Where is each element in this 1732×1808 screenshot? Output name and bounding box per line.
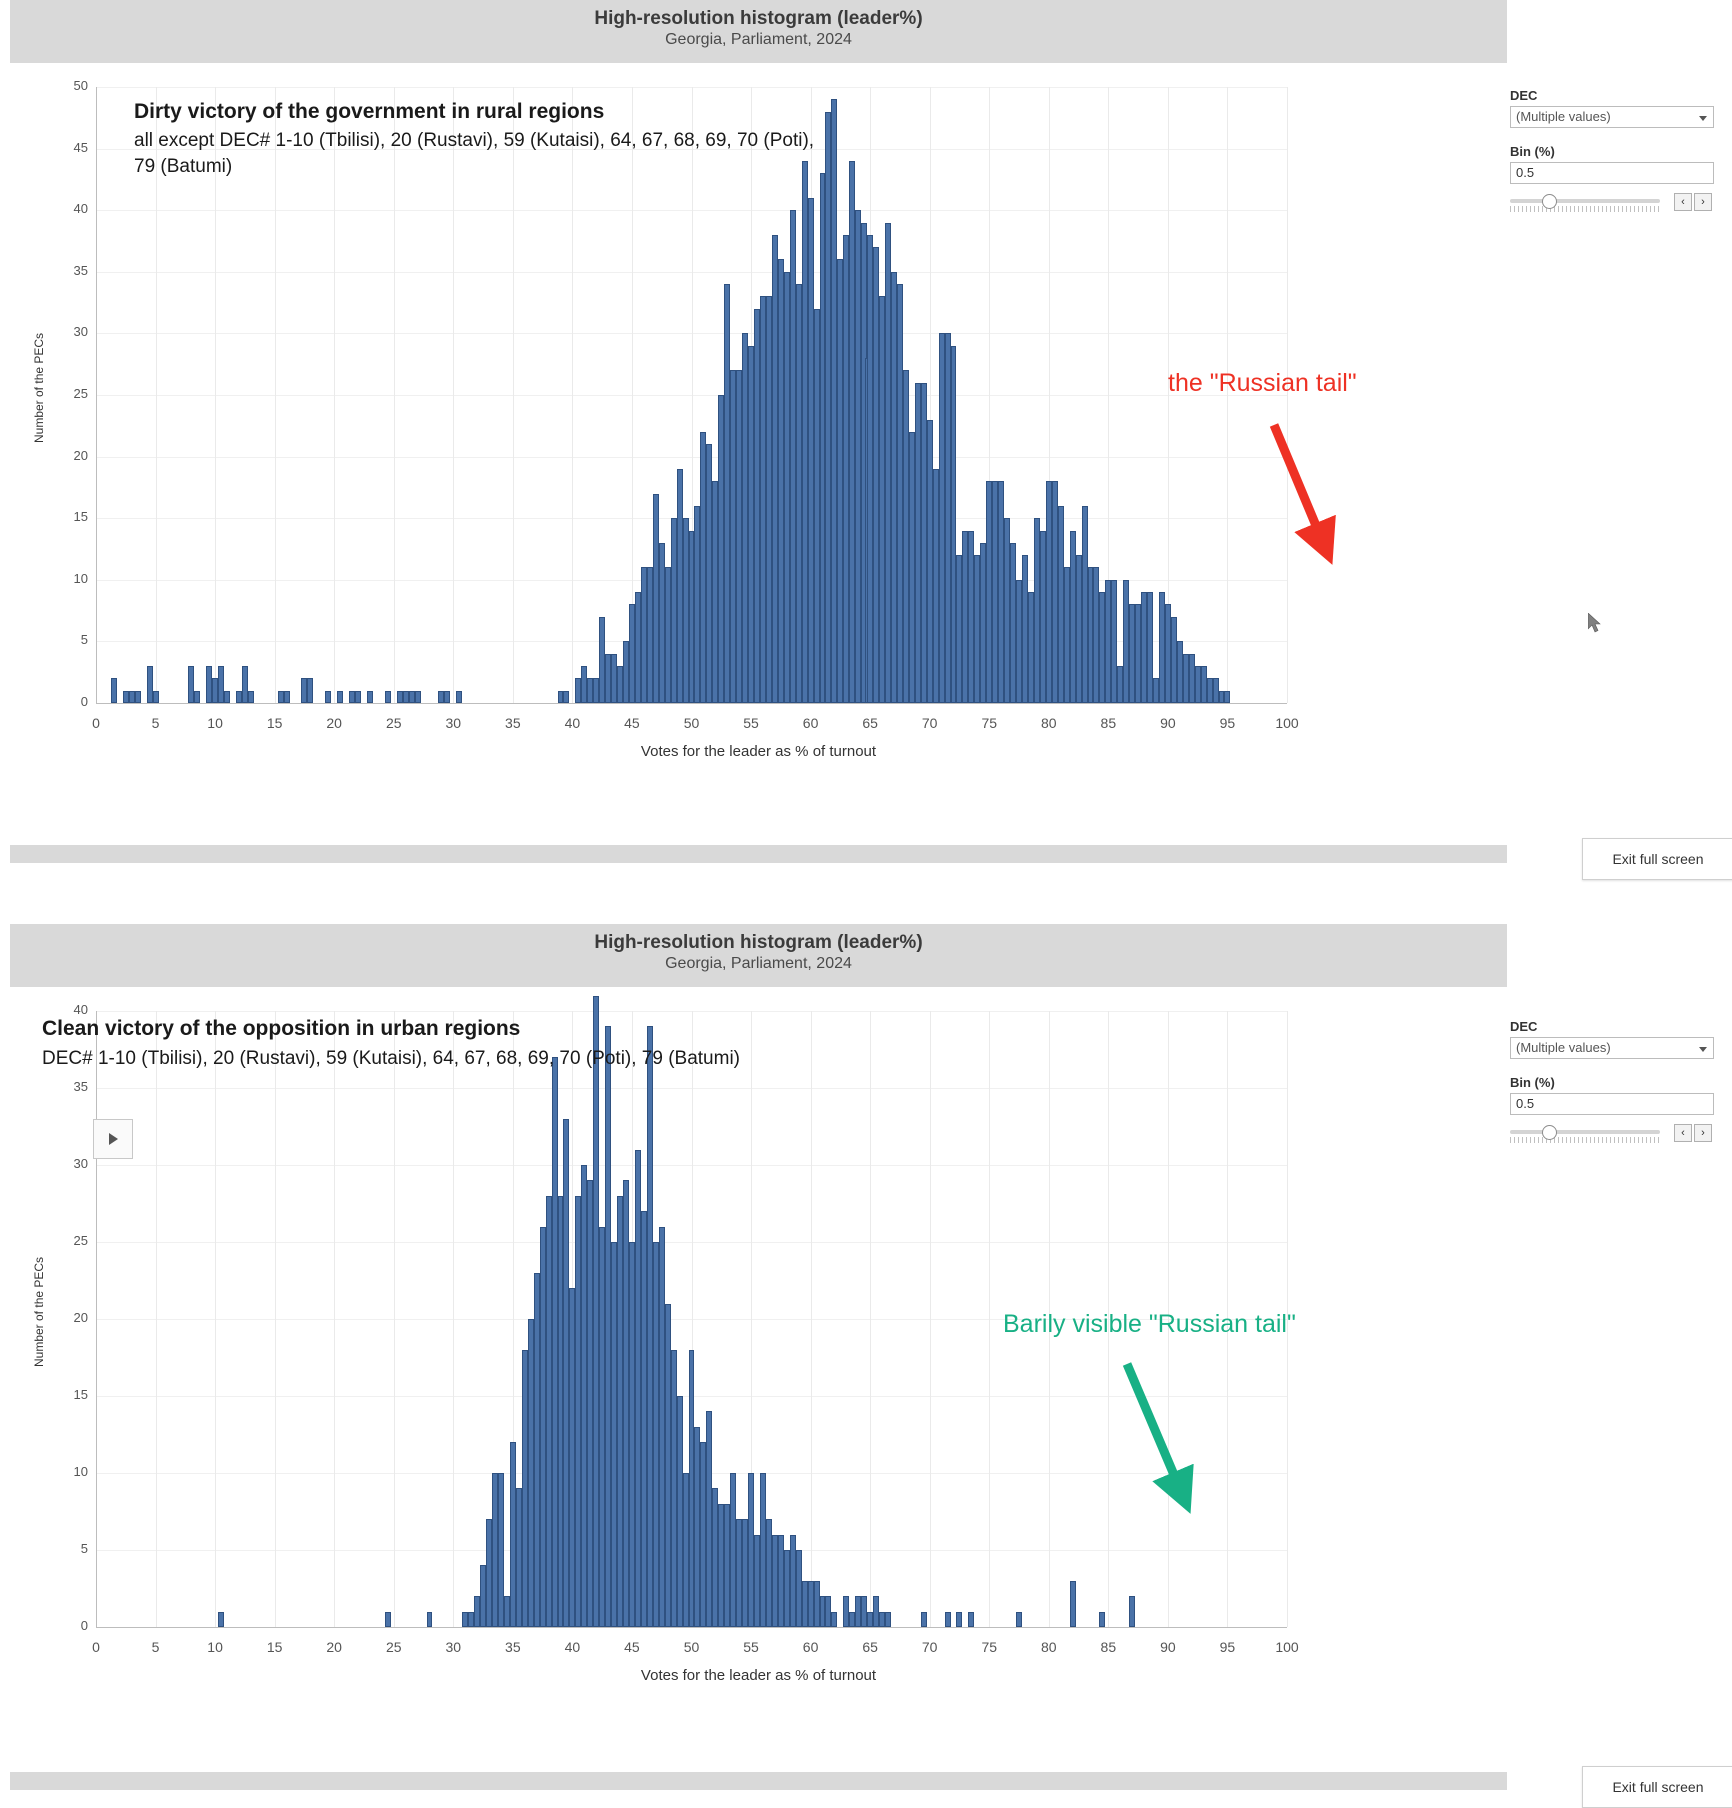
histogram-bar[interactable]: [945, 1612, 951, 1627]
histogram-bar[interactable]: [284, 691, 290, 703]
arrow-green-icon: [1115, 1354, 1225, 1524]
dec-filter-value: (Multiple values): [1516, 109, 1611, 124]
gridline-vertical: [215, 1011, 216, 1627]
bin-slider-2[interactable]: [1510, 1121, 1714, 1145]
gridline-vertical: [394, 1011, 395, 1627]
x-axis-tick-label: 100: [1275, 715, 1299, 731]
dec-filter-label: DEC: [1510, 88, 1538, 103]
panel-subtitle: Georgia, Parliament, 2024: [665, 31, 852, 48]
y-axis-tick-label: 0: [80, 1618, 88, 1633]
histogram-bar[interactable]: [1224, 691, 1230, 703]
panel-title-2: High-resolution histogram (leader%): [594, 932, 923, 953]
dec-filter-select-2[interactable]: [1510, 1037, 1714, 1059]
y-axis-tick-label: 30: [73, 324, 88, 340]
x-axis-tick-label: 75: [981, 715, 998, 731]
histogram-bar[interactable]: [385, 691, 391, 703]
x-axis-tick-label: 85: [1100, 1639, 1117, 1655]
y-axis-tick-label: 25: [73, 386, 88, 401]
bin-value: 0.5: [1516, 165, 1535, 180]
histogram-bar[interactable]: [444, 691, 450, 703]
gridline-vertical: [989, 1011, 990, 1627]
gridline-vertical: [453, 1011, 454, 1627]
gridline-vertical: [870, 1011, 871, 1627]
y-axis-tick-label: 15: [73, 1387, 88, 1402]
dec-filter-label-2: DEC: [1510, 1019, 1538, 1034]
x-axis-tick-label: 75: [981, 1639, 998, 1655]
x-axis-tick-label: 65: [862, 1639, 878, 1655]
y-axis-tick-label: 5: [80, 632, 88, 648]
bin-step-prev-button[interactable]: ‹: [1674, 193, 1692, 211]
y-axis-line: [96, 1011, 97, 1627]
x-axis-tick-label: 50: [683, 1639, 700, 1655]
x-axis-tick-label: 30: [445, 715, 462, 731]
bottom-strip-2: [10, 1772, 1507, 1790]
callout-russian-tail-1: the "Russian tail": [1168, 369, 1357, 397]
gridline-vertical: [334, 1011, 335, 1627]
y-axis-tick-label: 10: [73, 1464, 88, 1479]
bin-slider-track-2[interactable]: [1510, 1130, 1660, 1134]
x-axis-tick-label: 80: [1041, 1639, 1057, 1655]
histogram-bar[interactable]: [248, 691, 254, 703]
x-axis-line: [96, 1627, 1287, 1628]
bin-input-2[interactable]: [1510, 1093, 1714, 1115]
annotation-title-1: Dirty victory of the government in rural regions: [134, 100, 605, 123]
histogram-bar[interactable]: [1016, 1612, 1022, 1627]
x-axis-tick-label: 60: [802, 1639, 819, 1655]
x-axis-tick-label: 95: [1219, 715, 1236, 731]
panel-title: High-resolution histogram (leader%): [594, 8, 923, 29]
histogram-bar[interactable]: [355, 691, 361, 703]
histogram-bar[interactable]: [224, 691, 230, 703]
x-axis-title: Votes for the leader as % of turnout: [640, 743, 877, 760]
bottom-strip-1: [10, 845, 1507, 863]
dec-filter-value-2: (Multiple values): [1516, 1040, 1611, 1055]
bin-label-2: Bin (%): [1510, 1075, 1555, 1090]
panel-subtitle-2: Georgia, Parliament, 2024: [665, 955, 852, 972]
controls-panel-1: [1510, 88, 1720, 214]
panel-title-bar-2: [10, 924, 1507, 987]
bin-step-prev-button-2[interactable]: ‹: [1674, 1124, 1692, 1142]
histogram-bar[interactable]: [563, 691, 569, 703]
callout-russian-tail-2: Barily visible "Russian tail": [1003, 1310, 1296, 1338]
x-axis-tick-label: 35: [505, 715, 521, 731]
expand-panel-button[interactable]: [93, 1119, 133, 1159]
x-axis-tick-label: 90: [1160, 715, 1176, 731]
x-axis-tick-label: 15: [266, 1639, 283, 1655]
bin-label: Bin (%): [1510, 144, 1555, 159]
y-axis-tick-label: 20: [73, 1310, 88, 1325]
gridline-vertical: [156, 1011, 157, 1627]
x-axis-line: [96, 703, 1287, 704]
histogram-bar[interactable]: [956, 1612, 962, 1627]
x-axis-tick-label: 55: [743, 715, 759, 731]
y-axis-tick-label: 45: [73, 139, 88, 155]
y-axis-tick-label: 20: [73, 447, 88, 463]
chevron-down-icon-2: [1699, 1047, 1707, 1052]
arrow-red-icon: [1260, 415, 1380, 575]
histogram-bar[interactable]: [885, 1612, 891, 1627]
x-axis-tick-label: 60: [802, 715, 819, 731]
x-axis-tick-label: 100: [1275, 1639, 1299, 1655]
histogram-bar[interactable]: [337, 691, 343, 703]
x-axis-tick-label: 45: [624, 715, 640, 731]
y-axis-tick-label: 15: [73, 509, 88, 525]
histogram-bar[interactable]: [1099, 1612, 1105, 1627]
histogram-bar[interactable]: [456, 691, 462, 703]
x-axis-tick-label: 5: [151, 715, 160, 731]
x-axis-tick-label: 85: [1100, 715, 1117, 731]
histogram-bar[interactable]: [427, 1612, 433, 1627]
histogram-bar[interactable]: [968, 1612, 974, 1627]
x-axis-tick-label: 40: [564, 1639, 581, 1655]
histogram-panel-urban: [0, 924, 1732, 1806]
x-axis-tick-label: 90: [1160, 1639, 1176, 1655]
bin-slider[interactable]: [1510, 190, 1714, 214]
x-axis-tick-label: 25: [385, 1639, 402, 1655]
x-axis-tick-label: 70: [921, 1639, 938, 1655]
x-axis-tick-label: 0: [92, 715, 100, 731]
x-axis-tick-label: 10: [207, 715, 223, 731]
y-axis-tick-label: 10: [73, 570, 88, 586]
y-axis-tick-label: 25: [73, 1233, 88, 1248]
x-axis-tick-label: 80: [1041, 715, 1057, 731]
histogram-bar[interactable]: [1070, 1581, 1076, 1627]
x-axis-tick-label: 5: [151, 1639, 160, 1655]
gridline-vertical: [275, 1011, 276, 1627]
panel-title-bar: [10, 0, 1507, 63]
bin-slider-knob[interactable]: [1542, 194, 1557, 209]
x-axis-title: Votes for the leader as % of turnout: [640, 1667, 877, 1684]
histogram-bar[interactable]: [307, 678, 313, 703]
y-axis-line: [96, 87, 97, 703]
y-axis-tick-label: 5: [80, 1541, 88, 1556]
x-axis-tick-label: 15: [266, 715, 283, 731]
y-axis-tick-label: 40: [73, 1002, 88, 1017]
x-axis-tick-label: 45: [624, 1639, 640, 1655]
x-axis-tick-label: 35: [505, 1639, 521, 1655]
dec-filter-select[interactable]: [1510, 106, 1714, 128]
histogram-bar[interactable]: [1129, 1596, 1135, 1627]
x-axis-tick-label: 20: [326, 715, 342, 731]
bin-input[interactable]: [1510, 162, 1714, 184]
chevron-down-icon: [1699, 116, 1707, 121]
mouse-cursor: [1588, 613, 1602, 633]
bin-value-2: 0.5: [1516, 1096, 1535, 1111]
bin-slider-track[interactable]: [1510, 199, 1660, 203]
histogram-bar[interactable]: [385, 1612, 391, 1627]
gridline-vertical: [811, 1011, 812, 1627]
y-axis-tick-label: 35: [73, 1079, 88, 1094]
x-axis-tick-label: 70: [921, 715, 938, 731]
bin-slider-ticks: [1510, 206, 1660, 212]
bin-slider-knob-2[interactable]: [1542, 1125, 1557, 1140]
y-axis-tick-label: 30: [73, 1156, 88, 1171]
y-axis-tick-label: 35: [73, 262, 88, 278]
histogram-bar[interactable]: [194, 691, 200, 703]
y-axis-title: Number of the PECs: [32, 332, 46, 443]
x-axis-tick-label: 40: [564, 715, 581, 731]
histogram-bar[interactable]: [111, 678, 117, 703]
histogram-bar[interactable]: [135, 691, 141, 703]
histogram-bar[interactable]: [415, 691, 421, 703]
bin-slider-ticks-2: [1510, 1137, 1660, 1143]
gridline-vertical: [930, 1011, 931, 1627]
y-axis-tick-label: 0: [80, 694, 88, 709]
histogram-bar[interactable]: [218, 1612, 224, 1627]
x-axis-tick-label: 55: [743, 1639, 759, 1655]
histogram-bar[interactable]: [153, 691, 159, 703]
histogram-bar[interactable]: [367, 691, 373, 703]
x-axis-tick-label: 25: [385, 715, 402, 731]
bin-step-next-button-2[interactable]: ›: [1694, 1124, 1712, 1142]
x-axis-tick-label: 0: [92, 1639, 100, 1655]
x-axis-tick-label: 50: [683, 715, 700, 731]
annotation-subtitle-2: DEC# 1-10 (Tbilisi), 20 (Rustavi), 59 (Kutaisi), 64, 67, 68, 69, 70 (Poti), 79 (Batumi): [42, 1048, 740, 1069]
exit-full-screen-button-2[interactable]: Exit full screen: [1582, 1766, 1732, 1808]
x-axis-tick-label: 65: [862, 715, 878, 731]
y-axis-tick-label: 50: [73, 78, 88, 93]
x-axis-tick-label: 10: [207, 1639, 223, 1655]
bin-step-next-button[interactable]: ›: [1694, 193, 1712, 211]
annotation-subtitle-1: all except DEC# 1-10 (Tbilisi), 20 (Rustavi), 59 (Kutaisi), 64, 67, 68, 69, 70 (Poti), 79 (Batumi): [134, 130, 815, 177]
y-axis-tick-label: 40: [73, 201, 88, 217]
chart-plot-area-2: [10, 987, 1507, 1747]
histogram-bar[interactable]: [325, 691, 331, 703]
controls-panel-2: [1510, 1019, 1720, 1145]
histogram-bar[interactable]: [831, 1612, 837, 1627]
exit-full-screen-button-1[interactable]: Exit full screen: [1582, 838, 1732, 880]
x-axis-tick-label: 20: [326, 1639, 342, 1655]
x-axis-tick-label: 95: [1219, 1639, 1236, 1655]
play-triangle-icon: [109, 1133, 118, 1145]
y-axis-title: Number of the PECs: [32, 1256, 46, 1367]
histogram-panel-rural: [0, 0, 1732, 880]
x-axis-tick-label: 30: [445, 1639, 462, 1655]
annotation-title-2: Clean victory of the opposition in urban regions: [42, 1017, 521, 1040]
histogram-bar[interactable]: [921, 1612, 927, 1627]
